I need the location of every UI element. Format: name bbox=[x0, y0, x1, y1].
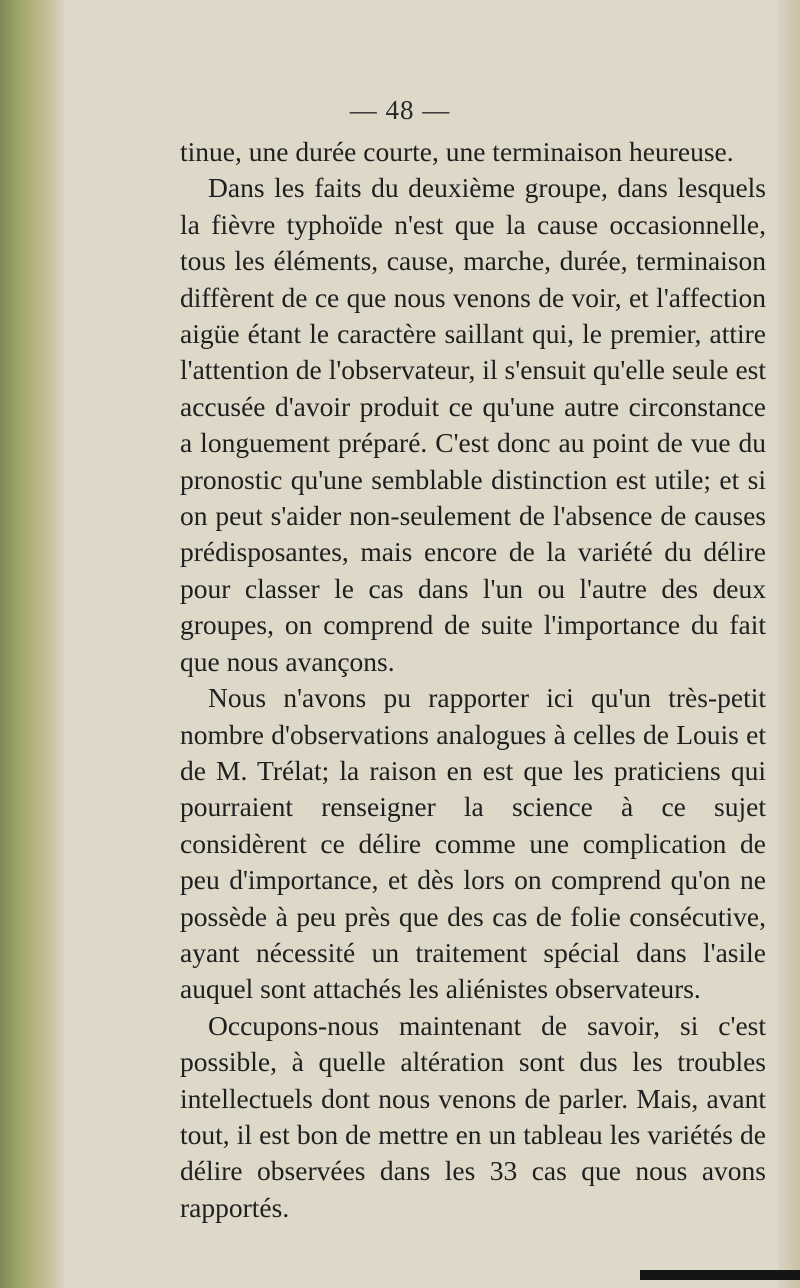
binding-edge bbox=[0, 0, 64, 1288]
paragraph-1: tinue, une durée courte, une terminaison heureuse. bbox=[180, 136, 734, 167]
page-number: — 48 — bbox=[349, 95, 451, 125]
body-text bbox=[180, 134, 766, 1226]
page-edge-right bbox=[778, 0, 800, 1288]
paragraph-3: Nous n'avons pu rapporter ici qu'un très-petit nombre d'observations analogues à celles de Louis et de M. Trélat; la raison en est que les praticiens qui pourraient renseigner la science à ce sujet considèrent ce délire comme une complication de peu d'importance, et dès lors on comprend qu'on ne possède à peu près que des cas de folie consécutive, ayant nécessité un traitement spécial dans l'asile auquel sont attachés les aliénistes observateurs. bbox=[180, 682, 766, 1005]
page-edge-shadow bbox=[640, 1270, 800, 1280]
paragraph-4: Occupons-nous maintenant de savoir, si c'est possible, à quelle altération sont dus les troubles intellectuels dont nous venons de parler. Mais, avant tout, il est bon de mettre en un tableau les variétés de délire observées dans les 33 cas que nous avons rapportés. bbox=[180, 1009, 766, 1223]
paragraph-2: Dans les faits du deuxième groupe, dans lesquels la fièvre typhoïde n'est que la cause occasionnelle, tous les éléments, cause, marche, durée, terminaison diffèrent de ce que nous venons de voir, et l'affection aigüe étant le caractère saillant qui, le premier, attire l'attention de l'observateur, il s'ensuit qu'elle seule est accusée d'avoir produit ce qu'une autre circonstance a longuement préparé. C'est donc au point de vue du pronostic qu'une semblable distinction est utile; et si on peut s'aider non-seulement de l'absence de causes prédisposantes, mais encore de la variété du délire pour classer le cas dans l'un ou l'autre des deux groupes, on comprend de suite l'importance du fait que nous avançons. bbox=[180, 172, 766, 677]
